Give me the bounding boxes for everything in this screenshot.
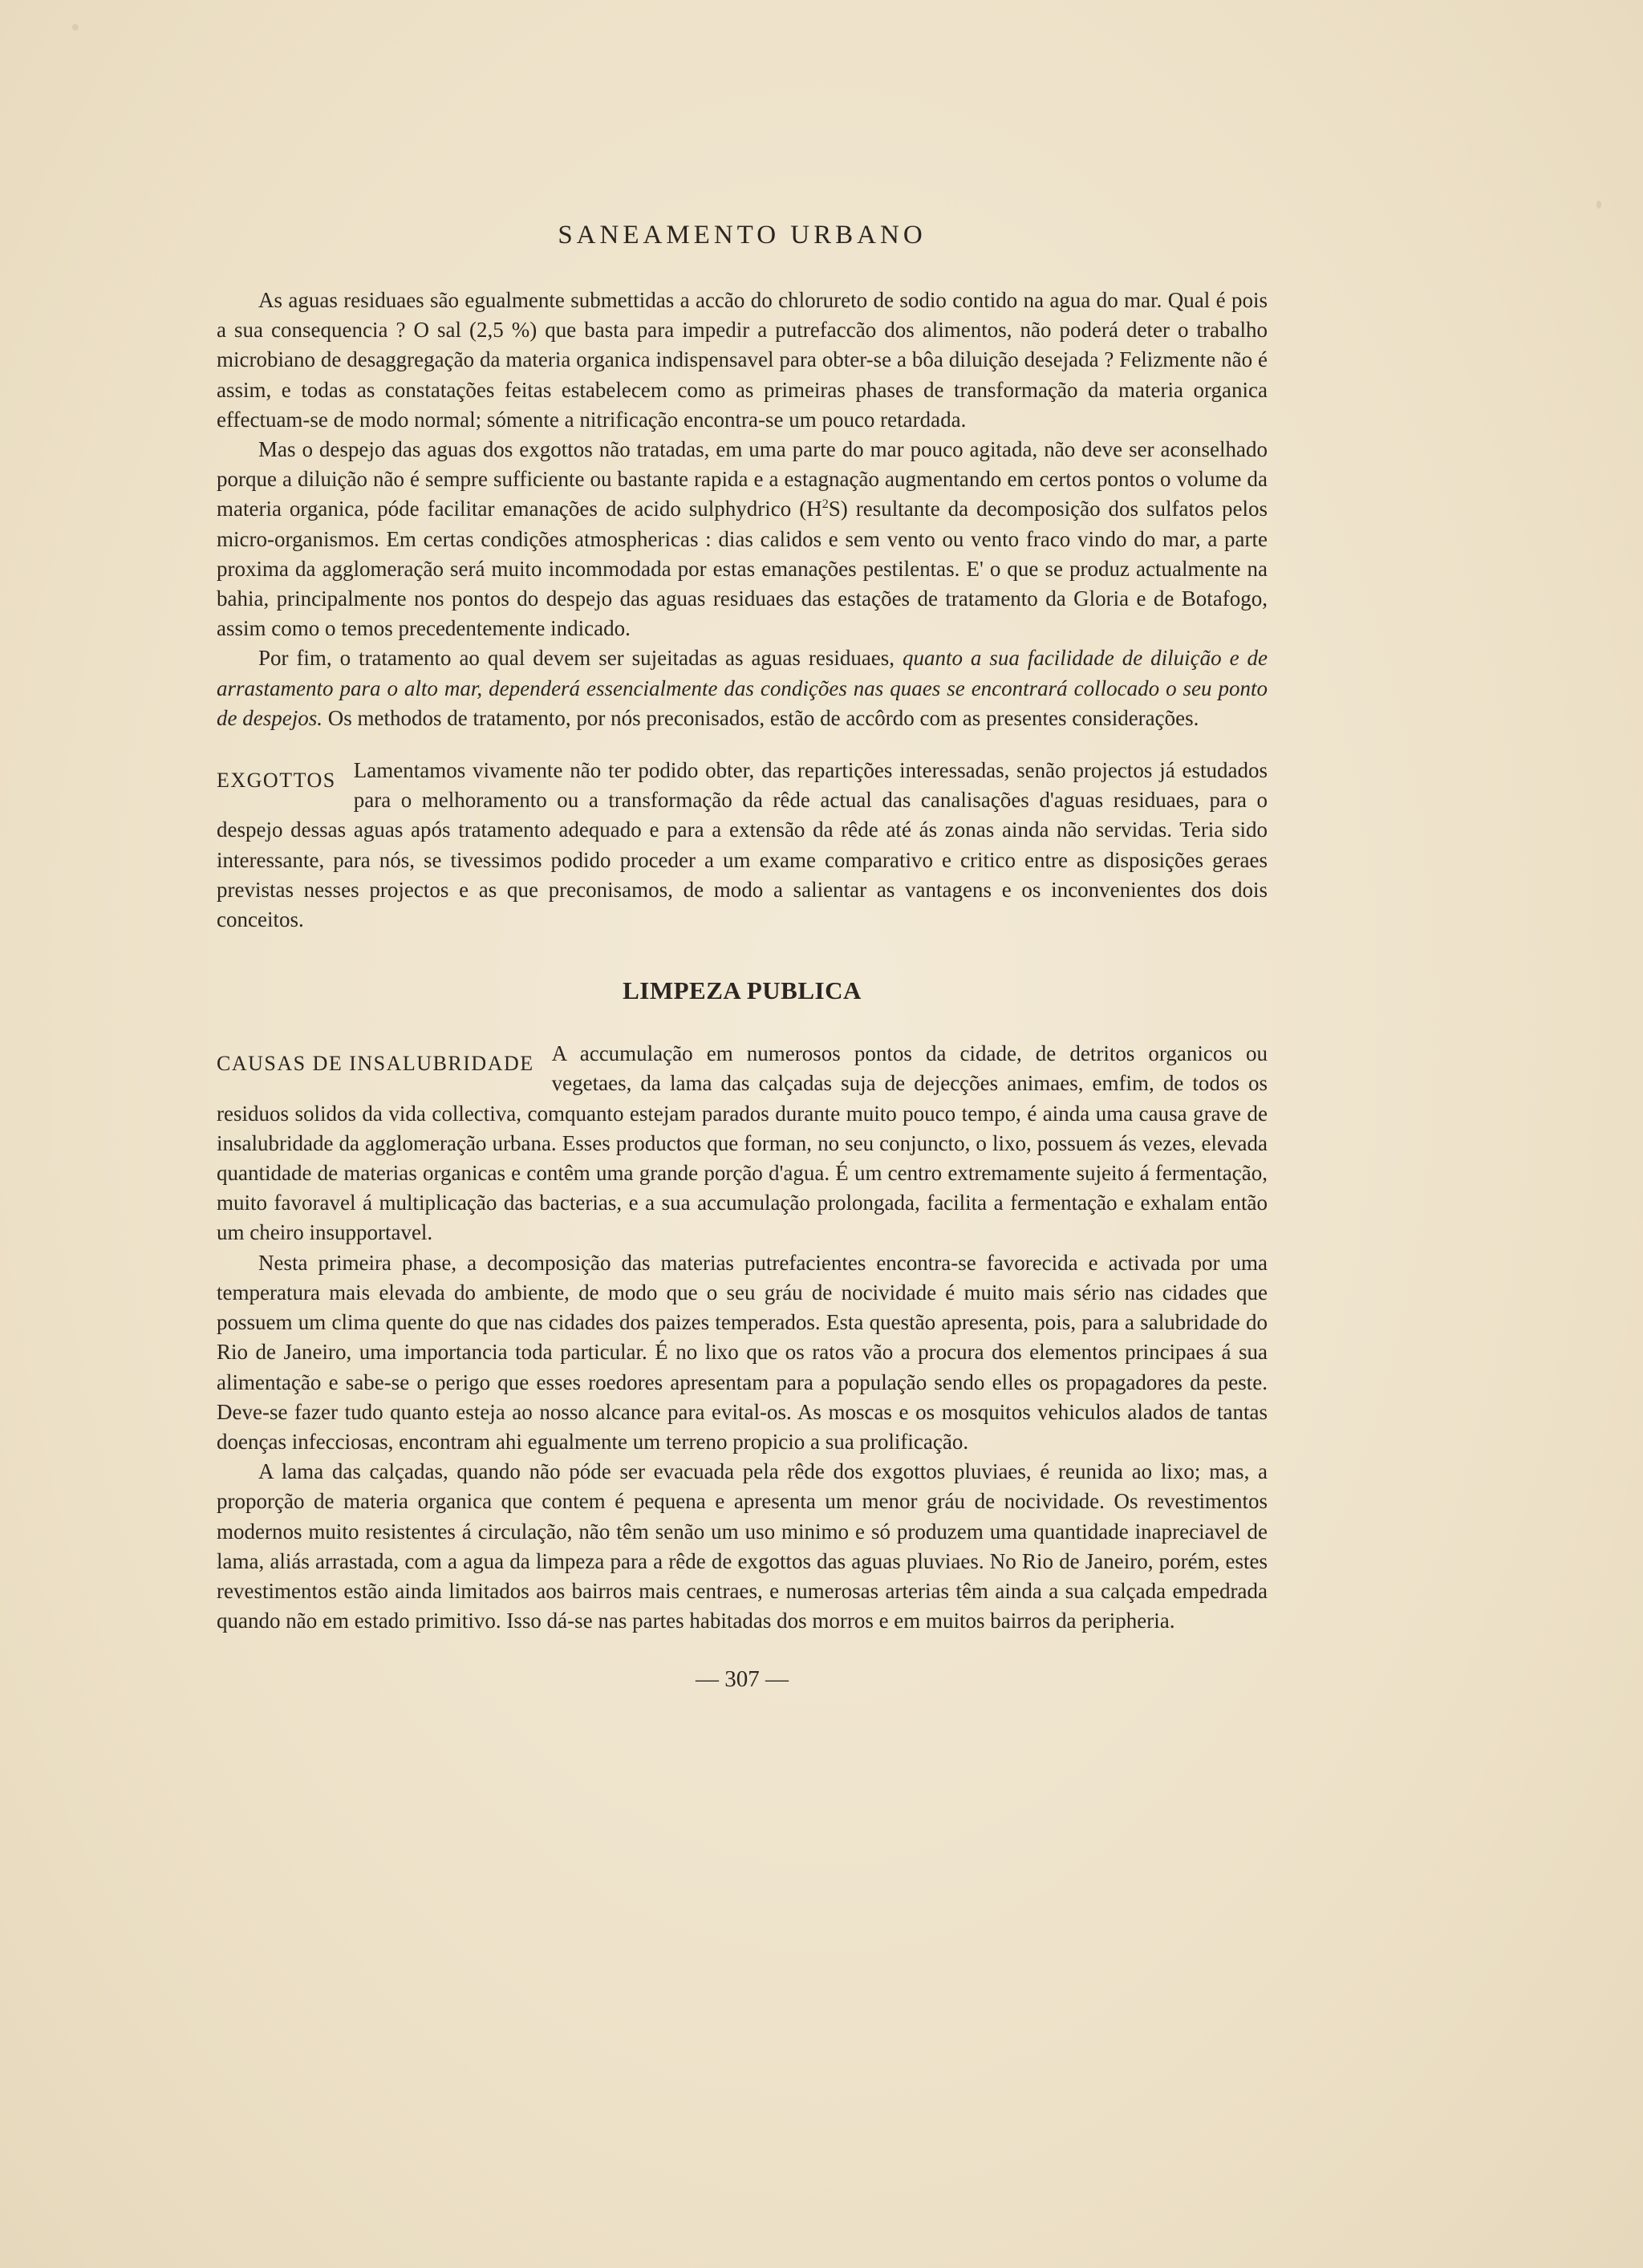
paper-stain (1596, 201, 1601, 209)
paragraph (217, 643, 1268, 733)
section-causas (217, 1039, 1268, 1248)
section-heading: LIMPEZA PUBLICA (623, 976, 862, 1005)
page-number: — 307 — (696, 1666, 789, 1693)
paragraph (217, 435, 1268, 643)
side-heading: EXGOTTOS (217, 769, 336, 793)
paragraph-text: S) resultante da decomposição dos sulfatos pelos micro-organismos. Em certas condições atmosphericas : dias calidos e sem vento ou vento fraco vindo do mar, a parte proxima da agglomeração será muito incommodada por estas emanações pestilentas. E' o que se produz actualmente na bahia, principalmente nos pontos do despejo das aguas residuaes das estações de tratamento da Gloria e de Botafogo, assim como o temos precedentemente indicado. (217, 497, 1268, 641)
paper-stain (72, 24, 79, 30)
paragraph: Nesta primeira phase, a decomposição das materias putrefacientes encontra-se favorecida e activada por uma temperatura mais elevada do ambiente, de modo que o seu gráu de nocividade é muito mais sério nas cidades que possuem um clima quente do que nas cidades dos paizes temperados. Esta questão apresenta, pois, para a salubridade do Rio de Janeiro, uma importancia toda particular. É no lixo que os ratos vão a procura dos elementos principaes á sua alimentação e sabe-se o perigo que esses roedores apresentam para a população sendo elles os propagadores da peste. Deve-se fazer tudo quanto esteja ao nosso alcance para evital-os. As moscas e os mosquitos vehiculos alados de tantas doenças infecciosas, encontram ahi egualmente um terreno propicio a sua prolificação. (217, 1250, 1268, 1454)
paragraph-text: Os methodos de tratamento, por nós preconisados, estão de accôrdo com as presentes considerações. (322, 705, 1199, 730)
running-head: SANEAMENTO URBANO (558, 221, 927, 250)
side-heading: CAUSAS DE INSALUBRIDADE (217, 1052, 534, 1076)
paragraph: Lamentamos vivamente não ter podido obter, das repartições interessadas, senão projectos já estudados para o melhoramento ou a transformação da rêde actual das canalisações d'aguas residuaes, para o despejo dessas aguas após tratamento adequado e para a extensão da rêde até ás zonas ainda não servidas. Teria sido interessante, para nós, se tivessimos podido proceder a um exame comparativo e critico entre as disposições geraes previstas nesses projectos e as que preconisamos, de modo a salientar as vantagens e os inconvenientes dos dois conceitos. (217, 758, 1268, 932)
paragraph-text: Por fim, o tratamento ao qual devem ser sujeitadas as aguas residuaes, (258, 646, 903, 671)
document-page (217, 221, 1268, 2242)
paragraph: As aguas residuaes são egualmente submettidas a accão do chlorureto de sodio contido na agua do mar. Qual é pois a sua consequencia ? O sal (2,5 %) que basta para impedir a putrefaccão dos alimentos, não poderá deter o trabalho microbiano de desaggregação da materia organica indispensavel para obter-se a bôa diluição desejada ? Felizmente não é assim, e todas as constatações feitas estabelecem como as primeiras phases de transformação da materia organica effectuam-se de modo normal; sómente a nitrificação encontra-se um pouco retardada. (217, 288, 1268, 432)
superscript: 2 (822, 497, 829, 512)
section-exgottos (217, 756, 1268, 935)
italic-text: quanto a sua facilidade de diluição e de arrastamento para o alto mar, dependerá essencialmente das condições nas quaes se encontrará collocado o seu ponto de despejos. (217, 646, 1268, 730)
paragraph: A accumulação em numerosos pontos da cidade, de detritos organicos ou vegetaes, da lama das calçadas suja de dejecções animaes, emfim, de todos os residuos solidos da vida collectiva, comquanto estejam parados durante muito pouco tempo, é ainda uma causa grave de insalubridade da agglomeração urbana. Esses productos que forman, no seu conjuncto, o lixo, possuem ás vezes, elevada quantidade de materias organicas e contêm uma grande porção d'agua. É um centro extremamente sujeito á fermentação, muito favoravel á multiplicação das bacterias, e a sua accumulação prolongada, facilita a fermentação e exhalam então um cheiro insupportavel. (217, 1041, 1268, 1245)
paragraph-text: Mas o despejo das aguas dos exgottos não tratadas, em uma parte do mar pouco agitada, não deve ser aconselhado porque a diluição não é sempre sufficiente ou bastante rapida e a estagnação augmentando em certos pontos o volume da materia organica, póde facilitar emanações de acido sulphydrico (H (217, 437, 1268, 521)
paragraph: A lama das calçadas, quando não póde ser evacuada pela rêde dos exgottos pluviaes, é reunida ao lixo; mas, a proporção de materia organica que contem é pequena e apresenta um menor gráu de nocividade. Os revestimentos modernos muito resistentes á circulação, não têm senão um uso minimo e só produzem uma quantidade inapreciavel de lama, aliás arrastada, com a agua da limpeza para a rêde de exgottos das aguas pluviaes. No Rio de Janeiro, porém, estes revestimentos estão ainda limitados aos bairros mais centraes, e numerosas arterias têm ainda a sua calçada empedrada quando não em estado primitivo. Isso dá-se nas partes habitadas dos morros e em muitos bairros da peripheria. (217, 1459, 1268, 1633)
